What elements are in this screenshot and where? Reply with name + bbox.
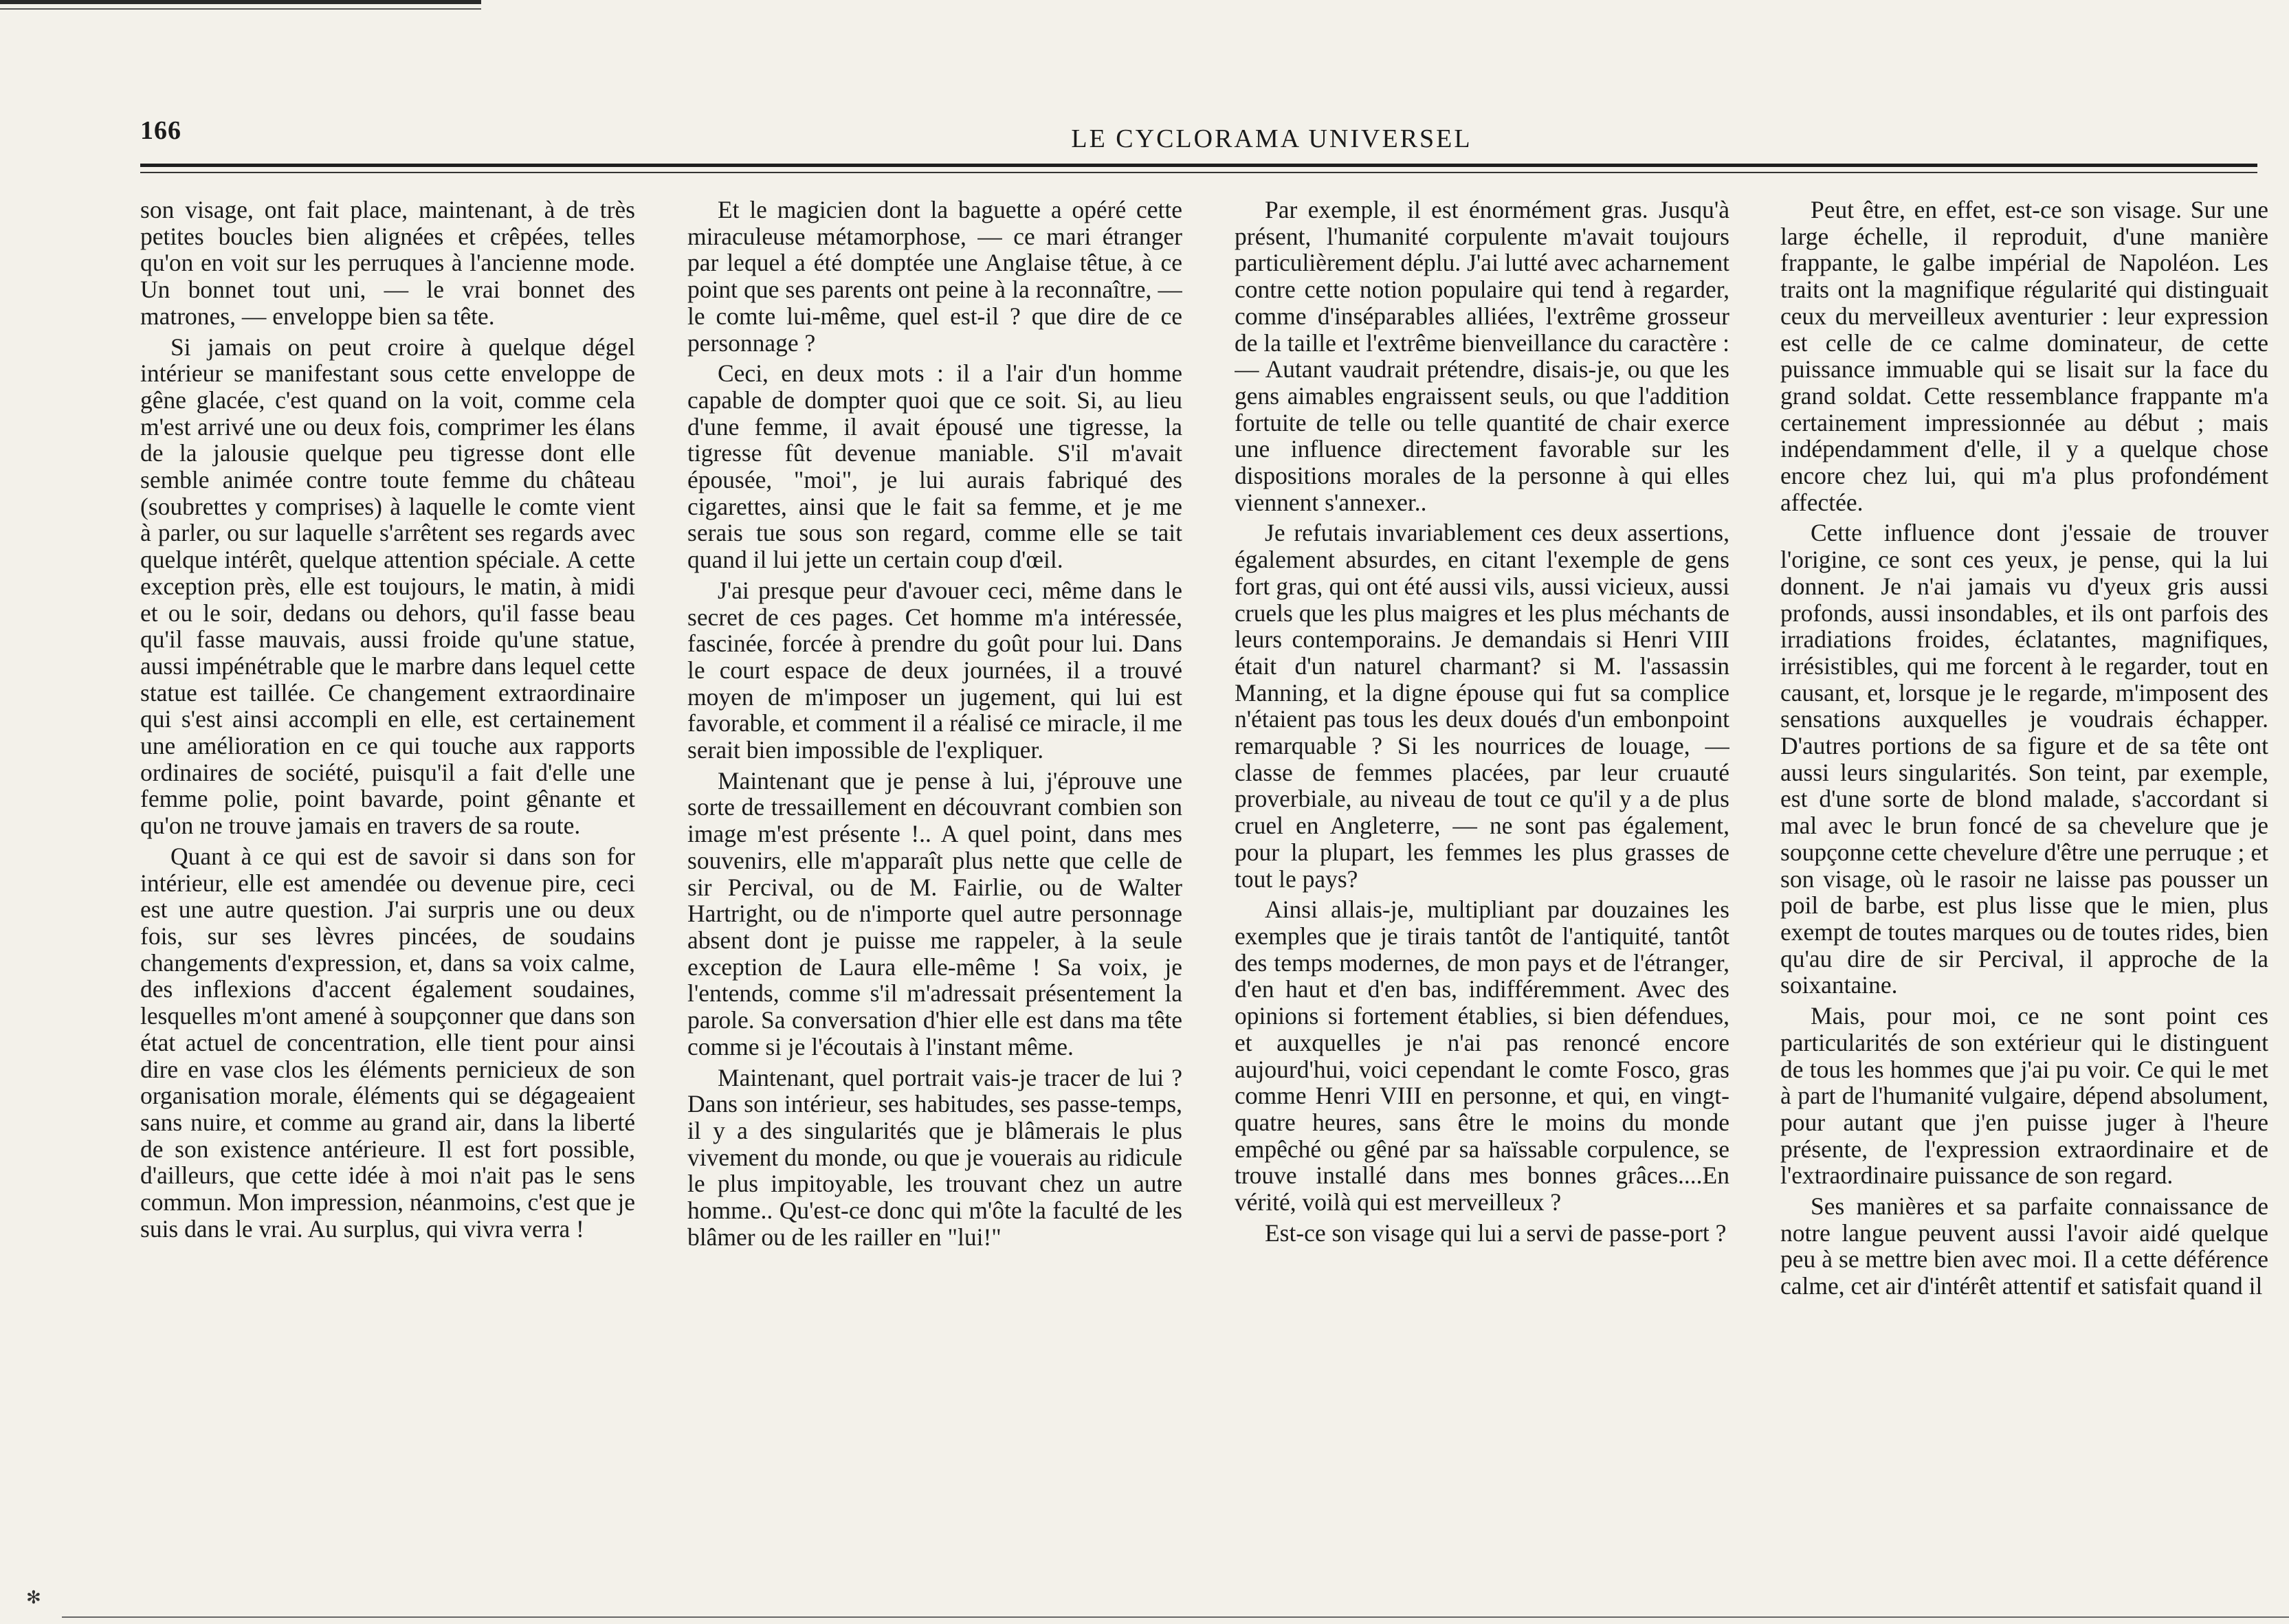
paragraph: Est-ce son visage qui lui a servi de passe-port ?	[1265, 1219, 1727, 1247]
paragraph: Cette influence dont j'essaie de trouver l'origine, ce sont ces yeux, je pense, qui la lui donnent. Je n'ai jamais vu d'yeux gris aussi profonds, aussi insondables, et ils ont parfois des irradiations froides, éclatantes, magnifiques, irrésistibles, qui me forcent à le regarder, tout en causant, et, lorsque je le regarde, m'imposent des sensations auxquelles je voudrais échapper. D'autres portions de sa figure et de sa tête ont aussi leurs singularités. Son teint, par exemple, est d'une sorte de blond malade, s'accordant si mal avec le brun foncé de sa chevelure que je soupçonne cette chevelure d'être une perruque ; et son visage, où le rasoir ne laisse pas pousser un poil de barbe, est plus lisse que le mien, plus exempt de toutes marques ou de toutes rides, bien qu'au dire de sir Percival, il approche de la soixantaine.	[1780, 519, 2268, 999]
paragraph: Peut être, en effet, est-ce son visage. Sur une large échelle, il reproduit, d'une manière frappante, le galbe impérial de Napoléon. Les traits ont la magnifique régularité qui distinguait ceux du merveilleux aventurier : leur expression est celle de ce calme dominateur, de cette puissance immuable qui se lisait sur la face du grand soldat. Cette ressemblance frappante m'a certainement impressionnée au début ; mais indépendamment d'elle, il y a quelque chose encore chez lui, qui m'a plus profondément affectée.	[1780, 197, 2268, 516]
paragraph: Et le magicien dont la baguette a opéré cette miraculeuse métamorphose, — ce mari étranger par lequel a été domptée une Anglaise têtue, à ce point que ses parents ont peine à la reconnaître, — le comte lui-même, quel est-il ? que dire de ce personnage ?	[687, 197, 1182, 357]
paragraph: Maintenant que je pense à lui, j'éprouve une sorte de tressaillement en découvrant combien son image m'est présente !.. A quel point, dans mes souvenirs, elle m'apparaît plus nette que celle de sir Percival, ou de M. Fairlie, ou de Walter Hartright, ou de n'importe quel autre personnage absent dont je puisse me rappeler, à la seule exception de Laura elle-même ! Sa voix, je l'entends, comme s'il m'adressait présentement la parole. Sa conversation d'hier elle est dans ma tête comme si je l'écoutais à l'instant même.	[687, 766, 1182, 1060]
paragraph: Je refutais invariablement ces deux assertions, également absurdes, en citant l'exemple de gens fort gras, qui ont été aussi vils, aussi vicieux, aussi cruels que les plus maigres et les plus méchants de leurs contemporains. Je demandais si Henri VIII était d'un naturel charmant? si M. l'assassin Manning, et la digne épouse qui fut sa complice n'étaient pas tous les deux doués d'un embonpoint remarquable ? Si les nourrices de louage, — classe de femmes placées, par leur cruauté proverbiale, au niveau de tout ce qu'il y a de plus cruel en Angleterre, — ne sont pas également, pour la plupart, les femmes les plus grasses de tout le pays?	[1235, 519, 1729, 893]
paragraph: Quant à ce qui est de savoir si dans son for intérieur, elle est amendée ou devenue pire, ceci est une autre question. J'ai surpris une ou deux fois, sur ses lèvres pincées, de soudains changements d'expression, et, dans sa voix calme, des inflexions d'accent également soudaines, lesquelles m'ont amené à soupçonner que dans son état actuel de concentration, elle tient pour ainsi dire en vase clos les éléments pernicieux de son organisation morale, éléments qui se dégageaient sans nuire, et comme au grand air, dans la liberté de son existence antérieure. Il est fort possible, d'ailleurs, que cette idée à moi n'ait pas le sens commun. Mon impression, néanmoins, c'est que je suis dans le vrai. Au surplus, qui vivra verra !	[140, 842, 635, 1243]
text-column-2	[687, 197, 1182, 1571]
header-rule	[140, 164, 2257, 167]
paragraph: son visage, ont fait place, maintenant, à de très petites boucles bien alignées et crêpées, telles qu'on en voit sur les perruques à l'ancienne mode. Un bonnet tout uni, — le vrai bonnet des matrones, — enveloppe bien sa tête.	[140, 197, 635, 330]
paragraph: Ceci, en deux mots : il a l'air d'un homme capable de dompter quoi que ce soit. Si, au lieu d'une femme, il avait épousé une tigresse, la tigresse fût devenue maniable. S'il m'avait épousée, "moi", je lui aurais fabriqué des cigarettes, ainsi que le fait sa femme, et je me serais tue sous son regard, comme elle se tait quand il lui jette un certain coup d'œil.	[687, 359, 1182, 574]
header-rule-thin	[140, 172, 2257, 173]
paragraph: Si jamais on peut croire à quelque dégel intérieur se manifestant sous cette enveloppe de gêne glacée, c'est quand on la voit, comme cela m'est arrivé une ou deux fois, comprimer les élans de la jalousie quelque peu tigresse dont elle semble animée contre toute femme du château (soubrettes y comprises) à laquelle le comte vient à parler, ou sur laquelle s'arrêtent ses regards avec quelque intérêt, quelque attention spéciale. A cette exception près, elle est toujours, le matin, à midi et ou le soir, dedans ou dehors, qu'il fasse beau qu'il fasse mauvais, aussi froide qu'une statue, aussi impénétrable que le marbre dans lequel cette statue est taillée. Ce changement extraordinaire qui s'est ainsi accompli en elle, est certainement une amélioration en ce qui touche aux rapports ordinaires de société, puisqu'il a fait d'elle une femme polie, point bavarde, point gênante et qu'on ne trouve jamais en travers de sa route.	[140, 333, 635, 840]
ink-smudge-icon: ✻	[26, 1588, 41, 1608]
footer-rule	[62, 1616, 2289, 1618]
top-edge-rule	[0, 0, 481, 4]
paragraph: Mais, pour moi, ce ne sont point ces particularités de son extérieur qui le distinguent de tous les hommes que j'ai pu voir. Ce qui le met à part de l'humanité vulgaire, dépend absolument, pour autant que j'en puisse juger à l'heure présente, de l'expression extraordinaire et de l'extraordinaire puissance de son regard.	[1780, 1002, 2268, 1190]
text-column-1	[140, 197, 635, 1571]
paragraph: J'ai presque peur d'avouer ceci, même dans le secret de ces pages. Cet homme m'a intéressée, fascinée, forcée à prendre du goût pour lui. Dans le court espace de deux journées, il a trouvé moyen de m'imposer un jugement, qui lui est favorable, et comment il a réalisé ce miracle, il me serait bien impossible de l'expliquer.	[687, 576, 1182, 764]
paragraph: Ses manières et sa parfaite connaissance de notre langue peuvent aussi l'avoir aidé quelque peu à se mettre bien avec moi. Il a cette déférence calme, cet air d'intérêt attentif et satisfait quand il	[1780, 1192, 2268, 1300]
page-number: 166	[140, 116, 181, 145]
text-column-3	[1235, 197, 1729, 1571]
text-column-4	[1780, 197, 2268, 1571]
top-edge-rule-thin	[0, 8, 481, 10]
paragraph: Ainsi allais-je, multipliant par douzaines les exemples que je tirais tantôt de l'antiquité, tantôt des temps modernes, de mon pays et de l'étranger, d'en haut et d'en bas, indifféremment. Avec des opinions si fortement établies, si bien défendues, et auxquelles je n'ai pas renoncé encore aujourd'hui, voici cependant le comte Fosco, gras comme Henri VIII en personne, et qui, en vingt-quatre heures, sans être le moins du monde empêché ou gêné par sa haïssable corpulence, se trouve installé dans mes bonnes grâces....En vérité, voilà qui est merveilleux ?	[1235, 896, 1729, 1216]
paragraph: Maintenant, quel portrait vais-je tracer de lui ? Dans son intérieur, ses habitudes, ses passe-temps, il y a des singularités que je blâmerais le plus vivement du monde, ou que je vouerais au ridicule le plus impitoyable, les trouvant chez un autre homme.. Qu'est-ce donc qui m'ôte la faculté de les blâmer ou de les railler en "lui!"	[687, 1063, 1182, 1251]
running-title: LE CYCLORAMA UNIVERSEL	[1071, 124, 1472, 153]
paragraph: Par exemple, il est énormément gras. Jusqu'à présent, l'humanité corpulente m'avait toujours particulièrement déplu. J'ai lutté avec acharnement contre cette notion populaire qui tend à regarder, comme d'inséparables alliées, l'extrême grosseur de la taille et l'extrême bienveillance du caractère : — Autant vaudrait prétendre, disais-je, ou que les gens aimables engraissent seuls, ou que l'addition fortuite de telle ou telle quantité de chair exerce une influence directement favorable sur les dispositions morales de la personne à qui elles viennent s'annexer..	[1235, 197, 1729, 516]
